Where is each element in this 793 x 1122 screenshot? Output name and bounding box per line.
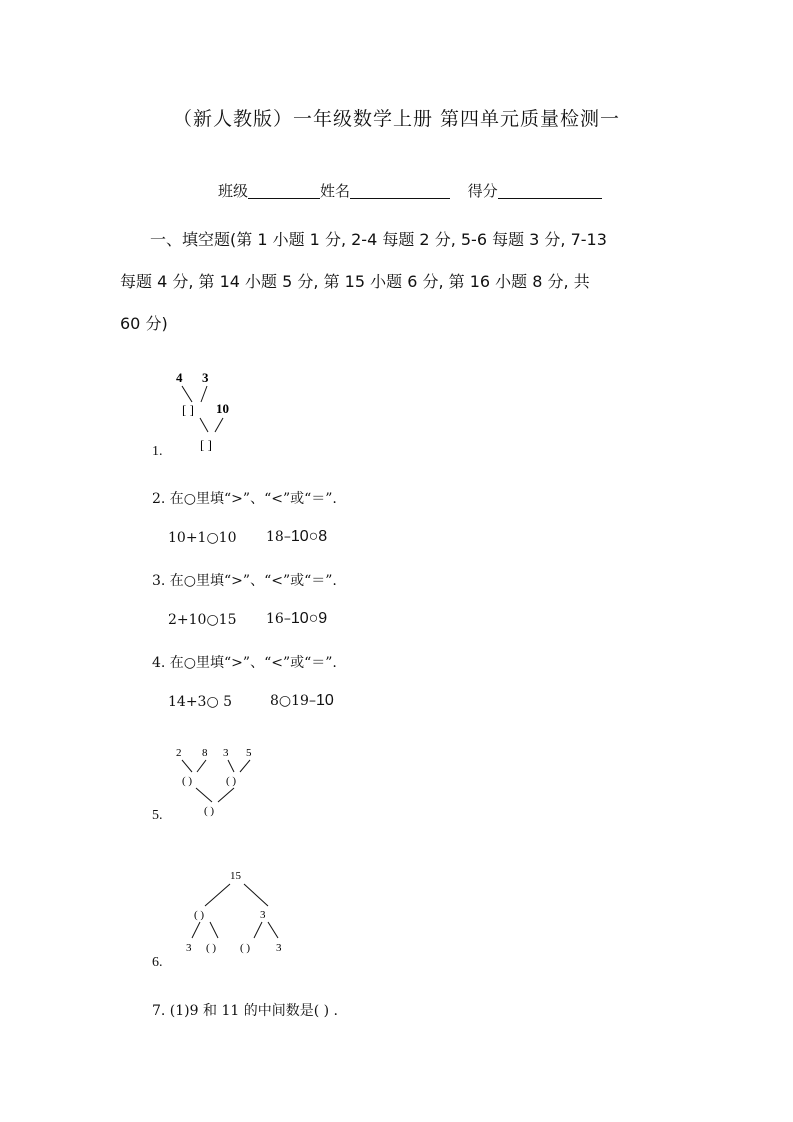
q3-expr2-part-b: 10○9 xyxy=(290,610,328,627)
q5-n1: 2 xyxy=(176,747,182,759)
class-label: 班级 xyxy=(218,182,249,200)
score-label: 得分 xyxy=(467,182,498,200)
score-blank xyxy=(498,182,602,199)
q4-expr1: 14+3○ 5 xyxy=(168,694,233,710)
q6-bottom-right: 3 xyxy=(276,942,282,954)
section-heading-line1: 一、填空题(第 1 小题 1 分, 2-4 每题 2 分, 5-6 每题 3 分, 7-13 xyxy=(150,230,607,249)
q3-expr2 xyxy=(266,610,327,628)
q1-bracket-middle: [ ] xyxy=(182,402,194,417)
page-title: （新人教版）一年级数学上册 第四单元质量检测一 xyxy=(172,108,621,130)
q2-expr2-part-a: 18– xyxy=(266,529,291,545)
q2-prompt: 2. 在○里填“>”、“<”或“＝”. xyxy=(152,491,337,507)
q4-prompt: 4. 在○里填“>”、“<”或“＝”. xyxy=(152,655,337,671)
class-blank xyxy=(248,182,320,199)
q2-expr2 xyxy=(266,528,327,546)
q3-expr2-part-a: 16– xyxy=(266,611,291,627)
q2-expr2-part-b: 10○8 xyxy=(290,528,328,545)
q2-expr1: 10+1○10 xyxy=(168,530,237,546)
q4-expr2 xyxy=(270,692,334,710)
q1-side-value: 10 xyxy=(216,401,229,416)
q6-number: 6. xyxy=(152,955,163,970)
q4-expr2-part-a: 8○19– xyxy=(270,693,316,709)
q6-bottom-left: 3 xyxy=(186,942,192,954)
q6-paren-bottom-2: ( ) xyxy=(240,942,251,954)
q4-expr2-part-b: 10 xyxy=(315,692,334,709)
student-info-line xyxy=(218,180,602,201)
q6-mid-right: 3 xyxy=(260,909,266,921)
q5-n4: 5 xyxy=(246,747,252,759)
section-heading-line2: 每题 4 分, 第 14 小题 5 分, 第 15 小题 6 分, 第 16 小题 8 分, 共 xyxy=(120,272,590,291)
name-label: 姓名 xyxy=(320,182,351,200)
q1-top-left: 4 xyxy=(176,370,183,385)
q6-paren-mid: ( ) xyxy=(194,909,205,921)
q5-diagram xyxy=(170,740,270,820)
q5-number: 5. xyxy=(152,808,163,823)
q7-text: 7. (1)9 和 11 的中间数是( ) . xyxy=(152,1003,338,1019)
q1-bracket-bottom: [ ] xyxy=(200,437,212,452)
q3-expr1: 2+10○15 xyxy=(168,612,237,628)
q6-diagram xyxy=(180,864,300,964)
q1-diagram xyxy=(170,366,250,456)
q1-number: 1. xyxy=(152,444,163,459)
q5-paren-right: ( ) xyxy=(226,775,237,787)
q6-top: 15 xyxy=(230,870,241,882)
q5-paren-bottom: ( ) xyxy=(204,805,215,817)
name-blank xyxy=(350,182,450,199)
section-heading-line3: 60 分) xyxy=(120,314,168,333)
q3-prompt: 3. 在○里填“>”、“<”或“＝”. xyxy=(152,573,337,589)
q1-top-right: 3 xyxy=(202,370,209,385)
q5-n2: 8 xyxy=(202,747,208,759)
q6-paren-bottom-1: ( ) xyxy=(206,942,217,954)
q5-n3: 3 xyxy=(223,747,229,759)
q5-paren-left: ( ) xyxy=(182,775,193,787)
